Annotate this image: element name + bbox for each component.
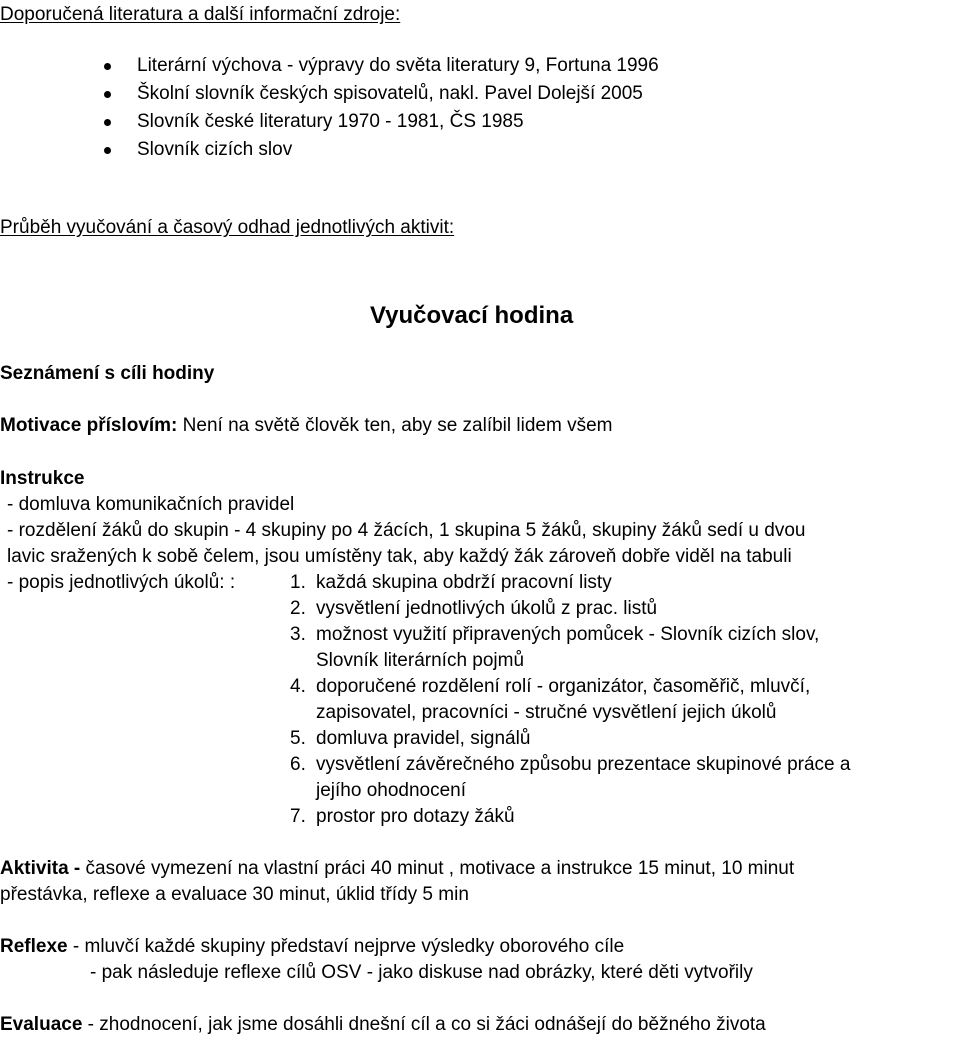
- evaluation-label: Evaluace: [0, 1014, 83, 1035]
- instruction-item-continued: lavic sražených k sobě čelem, jsou umístěny tak, aby každý žák zároveň dobře viděl na tabuli: [7, 546, 792, 567]
- literature-item: Školní slovník českých spisovatelů, nakl. Pavel Dolejší 2005: [137, 83, 643, 104]
- reflection-text-continued: - pak následuje reflexe cílů OSV - jako diskuse nad obrázky, které děti vytvořily: [90, 962, 753, 983]
- progress-heading: Průběh vyučování a časový odhad jednotlivých aktivit:: [0, 217, 455, 238]
- activity-label: Aktivita -: [0, 858, 81, 879]
- evaluation-line: [0, 1015, 766, 1034]
- literature-heading: Doporučená literatura a další informační zdroje:: [0, 4, 401, 25]
- motivation-label: Motivace příslovím:: [0, 415, 178, 436]
- activity-text-continued: přestávka, reflexe a evaluace 30 minut, úklid třídy 5 min: [0, 884, 469, 905]
- bullet-icon: [104, 119, 111, 126]
- activity-line: [0, 859, 794, 878]
- task-text: vysvětlení jednotlivých úkolů z prac. listů: [316, 598, 658, 619]
- instruction-item: - popis jednotlivých úkolů: :: [7, 572, 236, 593]
- task-text: každá skupina obdrží pracovní listy: [316, 572, 612, 593]
- task-text-continued: zapisovatel, pracovníci - stručné vysvětlení jejich úkolů: [316, 702, 777, 723]
- task-text: vysvětlení závěrečného způsobu prezentace skupinové práce a: [316, 754, 851, 775]
- bullet-icon: [104, 63, 111, 70]
- literature-item: Slovník české literatury 1970 - 1981, ČS 1985: [137, 111, 524, 132]
- instruction-item: - rozdělení žáků do skupin - 4 skupiny po 4 žácích, 1 skupina 5 žáků, skupiny žáků sedí u dvou: [7, 520, 806, 541]
- goals-heading: Seznámení s cíli hodiny: [0, 363, 215, 384]
- bullet-icon: [104, 147, 111, 154]
- task-text: prostor pro dotazy žáků: [316, 806, 515, 827]
- task-number: 1.: [290, 572, 306, 593]
- instructions-label: Instrukce: [0, 468, 85, 489]
- literature-item: Literární výchova - výpravy do světa literatury 9, Fortuna 1996: [137, 55, 659, 76]
- task-text: domluva pravidel, signálů: [316, 728, 531, 749]
- lesson-title: Vyučovací hodina: [370, 302, 574, 329]
- literature-item: Slovník cizích slov: [137, 139, 293, 160]
- task-number: 4.: [290, 676, 306, 697]
- task-text: možnost využití připravených pomůcek - Slovník cizích slov,: [316, 624, 820, 645]
- task-text-continued: jejího ohodnocení: [316, 780, 467, 801]
- task-text-continued: Slovník literárních pojmů: [316, 650, 525, 671]
- reflection-label: Reflexe: [0, 936, 68, 957]
- motivation-line: [0, 416, 612, 435]
- task-number: 7.: [290, 806, 306, 827]
- task-number: 6.: [290, 754, 306, 775]
- evaluation-text: - zhodnocení, jak jsme dosáhli dnešní cíl a co si žáci odnášejí do běžného života: [82, 1014, 766, 1035]
- instruction-item: - domluva komunikačních pravidel: [7, 494, 295, 515]
- motivation-text: Není na světě člověk ten, aby se zalíbil lidem všem: [177, 415, 613, 436]
- task-number: 3.: [290, 624, 306, 645]
- task-number: 5.: [290, 728, 306, 749]
- activity-text: časové vymezení na vlastní práci 40 minut , motivace a instrukce 15 minut, 10 minut: [80, 858, 795, 879]
- bullet-icon: [104, 91, 111, 98]
- reflection-text: - mluvčí každé skupiny představí nejprve výsledky oborového cíle: [67, 936, 625, 957]
- task-number: 2.: [290, 598, 306, 619]
- task-text: doporučené rozdělení rolí - organizátor, časoměřič, mluvčí,: [316, 676, 811, 697]
- reflection-line: [0, 937, 624, 956]
